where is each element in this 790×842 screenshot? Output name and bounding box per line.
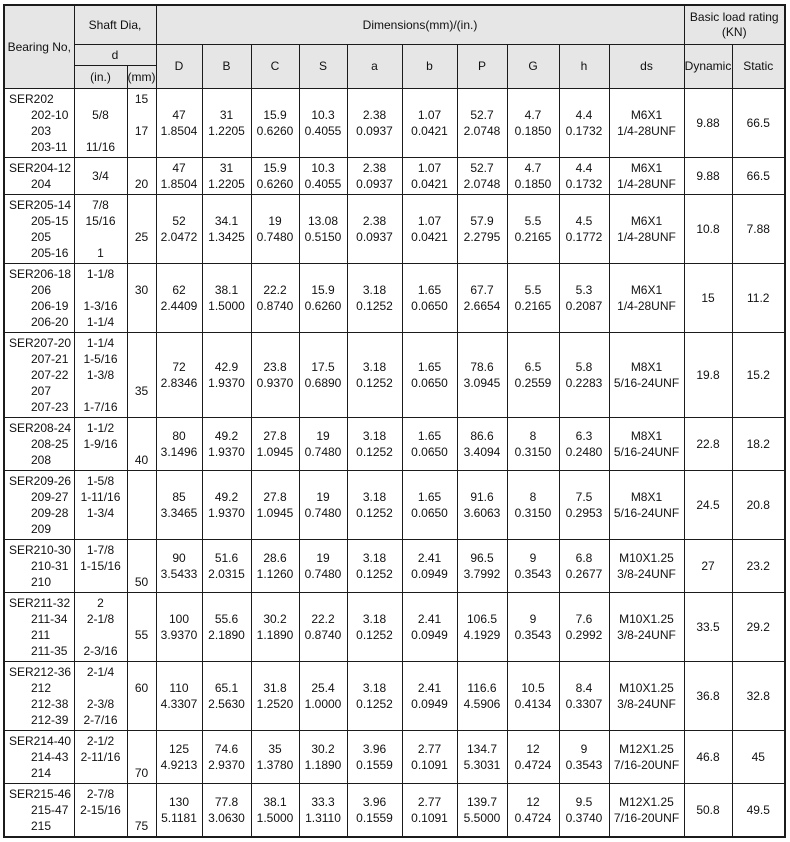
col-header-S: S — [299, 45, 347, 89]
cell-bearing-no: SER206-18 206 206-19 206-20 — [4, 264, 74, 333]
cell-bearing-no: SER208-24 208-25 208 — [4, 418, 74, 471]
cell-dim-P: 96.5 3.7992 — [457, 540, 507, 593]
cell-dim-D: 85 3.3465 — [156, 471, 202, 540]
cell-dim-b: 1.65 0.0650 — [402, 264, 457, 333]
cell-dim-P: 67.7 2.6654 — [457, 264, 507, 333]
table-row — [4, 662, 785, 731]
cell-shaft-dia-in: 5/8 11/16 — [74, 89, 127, 158]
cell-shaft-dia-in: 2-1/4 2-3/8 2-7/16 — [74, 662, 127, 731]
cell-dim-P: 106.5 4.1929 — [457, 593, 507, 662]
cell-dim-G: 12 0.4724 — [507, 731, 559, 784]
cell-static-rating: 49.5 — [732, 784, 785, 838]
cell-shaft-dia-mm — [127, 471, 156, 540]
cell-static-rating: 66.5 — [732, 89, 785, 158]
cell-dim-D: 110 4.3307 — [156, 662, 202, 731]
cell-static-rating: 29.2 — [732, 593, 785, 662]
table-row — [4, 593, 785, 662]
cell-dim-P: 116.6 4.5906 — [457, 662, 507, 731]
col-header-b: b — [402, 45, 457, 89]
header-mm: (mm) — [127, 66, 156, 89]
cell-dim-D: 62 2.4409 — [156, 264, 202, 333]
col-header-P: P — [457, 45, 507, 89]
cell-static-rating: 18.2 — [732, 418, 785, 471]
cell-dynamic-rating: 9.88 — [684, 158, 732, 195]
header-dimensions: Dimensions(mm)/(in.) — [156, 5, 684, 45]
table-row — [4, 418, 785, 471]
cell-dim-b: 2.41 0.0949 — [402, 540, 457, 593]
cell-dynamic-rating: 33.5 — [684, 593, 732, 662]
cell-dim-h: 9.5 0.3740 — [559, 784, 609, 838]
cell-dim-b: 1.07 0.0421 — [402, 158, 457, 195]
cell-dim-S: 33.3 1.3110 — [299, 784, 347, 838]
cell-dim-B: 38.1 1.5000 — [202, 264, 251, 333]
cell-shaft-dia-mm: 70 — [127, 731, 156, 784]
cell-dim-P: 91.6 3.6063 — [457, 471, 507, 540]
cell-dim-a: 3.96 0.1559 — [347, 784, 402, 838]
cell-dim-S: 25.4 1.0000 — [299, 662, 347, 731]
col-header-static: Static — [732, 45, 785, 89]
cell-dim-P: 57.9 2.2795 — [457, 195, 507, 264]
col-header-C: C — [251, 45, 299, 89]
cell-dynamic-rating: 46.8 — [684, 731, 732, 784]
cell-dim-G: 4.7 0.1850 — [507, 89, 559, 158]
cell-shaft-dia-mm: 35 — [127, 333, 156, 418]
table-row — [4, 333, 785, 418]
cell-shaft-dia-in: 2-7/8 2-15/16 — [74, 784, 127, 838]
cell-bearing-no: SER202 202-10 203 203-11 — [4, 89, 74, 158]
cell-shaft-dia-in: 1-7/8 1-15/16 — [74, 540, 127, 593]
cell-dim-ds: M6X1 1/4-28UNF — [609, 158, 684, 195]
cell-static-rating: 66.5 — [732, 158, 785, 195]
cell-dim-a: 3.18 0.1252 — [347, 593, 402, 662]
table-row — [4, 158, 785, 195]
cell-bearing-no: SER207-20 207-21 207-22 207 207-23 — [4, 333, 74, 418]
cell-dim-D: 72 2.8346 — [156, 333, 202, 418]
cell-dim-D: 47 1.8504 — [156, 158, 202, 195]
cell-dim-h: 7.6 0.2992 — [559, 593, 609, 662]
cell-bearing-no: SER205-14 205-15 205 205-16 — [4, 195, 74, 264]
cell-dim-C: 28.6 1.1260 — [251, 540, 299, 593]
cell-dim-S: 13.08 0.5150 — [299, 195, 347, 264]
cell-dynamic-rating: 9.88 — [684, 89, 732, 158]
cell-shaft-dia-mm: 60 — [127, 662, 156, 731]
cell-dim-ds: M10X1.25 3/8-24UNF — [609, 540, 684, 593]
cell-dim-B: 34.1 1.3425 — [202, 195, 251, 264]
cell-dynamic-rating: 50.8 — [684, 784, 732, 838]
cell-dim-S: 19 0.7480 — [299, 540, 347, 593]
cell-dim-D: 100 3.9370 — [156, 593, 202, 662]
cell-dynamic-rating: 27 — [684, 540, 732, 593]
cell-dim-G: 12 0.4724 — [507, 784, 559, 838]
table-body — [4, 89, 785, 838]
cell-dynamic-rating: 22.8 — [684, 418, 732, 471]
cell-shaft-dia-mm: 20 — [127, 158, 156, 195]
col-header-D: D — [156, 45, 202, 89]
cell-dim-G: 8 0.3150 — [507, 418, 559, 471]
cell-dim-h: 5.8 0.2283 — [559, 333, 609, 418]
cell-dim-B: 74.6 2.9370 — [202, 731, 251, 784]
cell-dim-ds: M8X1 5/16-24UNF — [609, 471, 684, 540]
cell-dim-B: 55.6 2.1890 — [202, 593, 251, 662]
cell-dynamic-rating: 24.5 — [684, 471, 732, 540]
cell-dim-a: 3.18 0.1252 — [347, 333, 402, 418]
table-row — [4, 540, 785, 593]
cell-dim-C: 31.8 1.2520 — [251, 662, 299, 731]
col-header-G: G — [507, 45, 559, 89]
col-header-B: B — [202, 45, 251, 89]
cell-dim-h: 4.5 0.1772 — [559, 195, 609, 264]
cell-dim-h: 6.3 0.2480 — [559, 418, 609, 471]
cell-dynamic-rating: 19.8 — [684, 333, 732, 418]
cell-dim-G: 9 0.3543 — [507, 540, 559, 593]
cell-dim-b: 1.07 0.0421 — [402, 89, 457, 158]
cell-dim-B: 42.9 1.9370 — [202, 333, 251, 418]
cell-dim-C: 22.2 0.8740 — [251, 264, 299, 333]
cell-shaft-dia-in: 2 2-1/8 2-3/16 — [74, 593, 127, 662]
cell-static-rating: 32.8 — [732, 662, 785, 731]
cell-dim-a: 3.18 0.1252 — [347, 264, 402, 333]
table-header — [4, 5, 785, 89]
cell-bearing-no: SER214-40 214-43 214 — [4, 731, 74, 784]
cell-dim-S: 10.3 0.4055 — [299, 158, 347, 195]
table-row — [4, 784, 785, 838]
cell-dim-ds: M6X1 1/4-28UNF — [609, 89, 684, 158]
cell-dim-G: 9 0.3543 — [507, 593, 559, 662]
header-d: d — [74, 45, 156, 66]
cell-dim-ds: M6X1 1/4-28UNF — [609, 195, 684, 264]
cell-dim-P: 139.7 5.5000 — [457, 784, 507, 838]
cell-dim-a: 3.18 0.1252 — [347, 418, 402, 471]
cell-dim-C: 30.2 1.1890 — [251, 593, 299, 662]
cell-dim-P: 134.7 5.3031 — [457, 731, 507, 784]
cell-dim-B: 65.1 2.5630 — [202, 662, 251, 731]
cell-dim-b: 1.65 0.0650 — [402, 333, 457, 418]
cell-dim-P: 86.6 3.4094 — [457, 418, 507, 471]
col-header-h: h — [559, 45, 609, 89]
cell-dim-ds: M8X1 5/16-24UNF — [609, 333, 684, 418]
table-row — [4, 471, 785, 540]
cell-dim-G: 5.5 0.2165 — [507, 195, 559, 264]
cell-dim-b: 1.07 0.0421 — [402, 195, 457, 264]
cell-dim-B: 49.2 1.9370 — [202, 418, 251, 471]
col-header-dynamic: Dynamic — [684, 45, 732, 89]
cell-dim-b: 1.65 0.0650 — [402, 471, 457, 540]
cell-dim-b: 2.41 0.0949 — [402, 662, 457, 731]
cell-shaft-dia-mm: 40 — [127, 418, 156, 471]
cell-static-rating: 11.2 — [732, 264, 785, 333]
cell-dim-ds: M12X1.25 7/16-20UNF — [609, 784, 684, 838]
cell-dim-S: 22.2 0.8740 — [299, 593, 347, 662]
cell-dim-a: 2.38 0.0937 — [347, 195, 402, 264]
cell-dim-ds: M10X1.25 3/8-24UNF — [609, 662, 684, 731]
cell-dim-C: 27.8 1.0945 — [251, 471, 299, 540]
cell-shaft-dia-in: 1-5/8 1-11/16 1-3/4 — [74, 471, 127, 540]
cell-dim-h: 4.4 0.1732 — [559, 158, 609, 195]
cell-dim-a: 2.38 0.0937 — [347, 89, 402, 158]
cell-dim-h: 7.5 0.2953 — [559, 471, 609, 540]
cell-dim-S: 19 0.7480 — [299, 418, 347, 471]
bearing-spec-table — [3, 4, 786, 838]
cell-shaft-dia-in: 3/4 — [74, 158, 127, 195]
cell-dim-G: 5.5 0.2165 — [507, 264, 559, 333]
cell-dim-b: 2.41 0.0949 — [402, 593, 457, 662]
cell-dynamic-rating: 15 — [684, 264, 732, 333]
cell-bearing-no: SER210-30 210-31 210 — [4, 540, 74, 593]
cell-static-rating: 23.2 — [732, 540, 785, 593]
table-row — [4, 264, 785, 333]
cell-dim-S: 19 0.7480 — [299, 471, 347, 540]
cell-dim-D: 52 2.0472 — [156, 195, 202, 264]
cell-shaft-dia-in: 2-1/2 2-11/16 — [74, 731, 127, 784]
header-load-rating: Basic load rating (KN) — [684, 5, 785, 45]
cell-dim-b: 1.65 0.0650 — [402, 418, 457, 471]
cell-shaft-dia-mm: 25 — [127, 195, 156, 264]
cell-dim-B: 49.2 1.9370 — [202, 471, 251, 540]
cell-dim-C: 35 1.3780 — [251, 731, 299, 784]
cell-bearing-no: SER204-12 204 — [4, 158, 74, 195]
cell-dim-C: 27.8 1.0945 — [251, 418, 299, 471]
cell-dim-b: 2.77 0.1091 — [402, 731, 457, 784]
cell-dim-D: 80 3.1496 — [156, 418, 202, 471]
cell-static-rating: 45 — [732, 731, 785, 784]
cell-shaft-dia-mm: 75 — [127, 784, 156, 838]
cell-dim-P: 52.7 2.0748 — [457, 89, 507, 158]
cell-dim-D: 130 5.1181 — [156, 784, 202, 838]
cell-dim-B: 31 1.2205 — [202, 89, 251, 158]
cell-dim-B: 31 1.2205 — [202, 158, 251, 195]
cell-dim-C: 23.8 0.9370 — [251, 333, 299, 418]
cell-dim-S: 30.2 1.1890 — [299, 731, 347, 784]
cell-dim-a: 2.38 0.0937 — [347, 158, 402, 195]
cell-bearing-no: SER211-32 211-34 211 211-35 — [4, 593, 74, 662]
cell-dim-ds: M12X1.25 7/16-20UNF — [609, 731, 684, 784]
cell-dynamic-rating: 10.8 — [684, 195, 732, 264]
cell-dim-C: 15.9 0.6260 — [251, 158, 299, 195]
cell-dim-a: 3.18 0.1252 — [347, 471, 402, 540]
cell-dim-h: 4.4 0.1732 — [559, 89, 609, 158]
cell-dim-h: 6.8 0.2677 — [559, 540, 609, 593]
cell-static-rating: 15.2 — [732, 333, 785, 418]
cell-dim-S: 17.5 0.6890 — [299, 333, 347, 418]
cell-dim-ds: M10X1.25 3/8-24UNF — [609, 593, 684, 662]
cell-dim-S: 10.3 0.4055 — [299, 89, 347, 158]
cell-shaft-dia-in: 7/8 15/16 1 — [74, 195, 127, 264]
cell-shaft-dia-in: 1-1/2 1-9/16 — [74, 418, 127, 471]
col-header-ds: ds — [609, 45, 684, 89]
cell-dim-P: 52.7 2.0748 — [457, 158, 507, 195]
cell-shaft-dia-in: 1-1/4 1-5/16 1-3/8 1-7/16 — [74, 333, 127, 418]
cell-dim-D: 90 3.5433 — [156, 540, 202, 593]
table-row — [4, 195, 785, 264]
cell-dim-G: 10.5 0.4134 — [507, 662, 559, 731]
cell-dim-ds: M6X1 1/4-28UNF — [609, 264, 684, 333]
cell-dynamic-rating: 36.8 — [684, 662, 732, 731]
cell-dim-a: 3.18 0.1252 — [347, 540, 402, 593]
cell-static-rating: 7.88 — [732, 195, 785, 264]
header-in: (in.) — [74, 66, 127, 89]
cell-dim-b: 2.77 0.1091 — [402, 784, 457, 838]
col-header-a: a — [347, 45, 402, 89]
cell-dim-a: 3.96 0.1559 — [347, 731, 402, 784]
cell-dim-P: 78.6 3.0945 — [457, 333, 507, 418]
cell-dim-h: 9 0.3543 — [559, 731, 609, 784]
cell-bearing-no: SER209-26 209-27 209-28 209 — [4, 471, 74, 540]
cell-dim-h: 8.4 0.3307 — [559, 662, 609, 731]
header-bearing-no: Bearing No, — [4, 5, 74, 89]
cell-dim-B: 51.6 2.0315 — [202, 540, 251, 593]
table-row — [4, 89, 785, 158]
cell-shaft-dia-mm: 50 — [127, 540, 156, 593]
cell-bearing-no: SER215-46 215-47 215 — [4, 784, 74, 838]
cell-dim-D: 125 4.9213 — [156, 731, 202, 784]
header-shaft-dia: Shaft Dia, — [74, 5, 156, 45]
cell-static-rating: 20.8 — [732, 471, 785, 540]
cell-shaft-dia-mm: 55 — [127, 593, 156, 662]
cell-bearing-no: SER212-36 212 212-38 212-39 — [4, 662, 74, 731]
cell-shaft-dia-mm: 30 — [127, 264, 156, 333]
cell-dim-D: 47 1.8504 — [156, 89, 202, 158]
table-row — [4, 731, 785, 784]
cell-dim-C: 19 0.7480 — [251, 195, 299, 264]
cell-dim-G: 4.7 0.1850 — [507, 158, 559, 195]
cell-dim-h: 5.3 0.2087 — [559, 264, 609, 333]
cell-dim-a: 3.18 0.1252 — [347, 662, 402, 731]
cell-shaft-dia-in: 1-1/8 1-3/16 1-1/4 — [74, 264, 127, 333]
cell-dim-G: 6.5 0.2559 — [507, 333, 559, 418]
cell-dim-B: 77.8 3.0630 — [202, 784, 251, 838]
cell-dim-G: 8 0.3150 — [507, 471, 559, 540]
cell-shaft-dia-mm: 15 17 — [127, 89, 156, 158]
cell-dim-ds: M8X1 5/16-24UNF — [609, 418, 684, 471]
cell-dim-S: 15.9 0.6260 — [299, 264, 347, 333]
cell-dim-C: 38.1 1.5000 — [251, 784, 299, 838]
cell-dim-C: 15.9 0.6260 — [251, 89, 299, 158]
